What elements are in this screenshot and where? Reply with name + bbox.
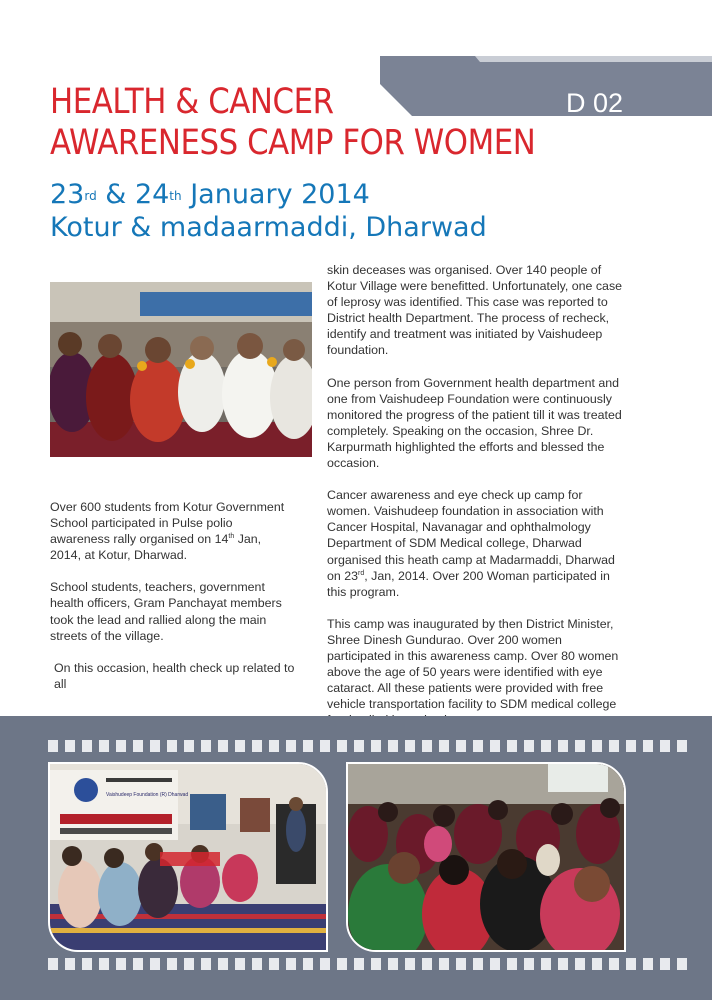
film-sprockets-top [48,740,688,752]
page-title [50,82,535,164]
paragraph: skin deceases was organised. Over 140 people of Kotur Village were benefitted. Unfortunately, one case of leprosy was identified. This case was reported to District health Department. The process of recheck, identify and treatment was initiated by Vaishudeep foundation. [327,263,623,358]
banner-text: Vaishudeep Foundation (R) Dharwad [106,792,189,798]
left-column [50,499,295,708]
film-sprockets-bottom [48,958,688,970]
paragraph: School students, teachers, government health officers, Gram Panchayat members took the lead and rallied along the main streets of the village. [50,580,282,643]
paragraph: On this occasion, health check up related to all [54,660,295,691]
photo-audience [346,762,626,952]
paragraph: Over 600 students from Kotur Government School participated in Pulse polio awareness rally organised on 14th Jan, 2014, at Kotur, Dharwad. [50,500,285,563]
right-column [327,262,627,744]
event-location: Kotur & madaarmaddi, Dharwad [50,212,487,243]
subtitle [50,178,487,244]
paragraph: One person from Government health department and one from Vaishudeep Foundation were continuously monitored the progress of the patient till it was treated completely. Speaking on the occasion, Shree Dr. Karpurmath highlighted the efforts and blessed the occasion. [327,375,622,471]
paragraph: Cancer awareness and eye check up camp for women. Vaishudeep foundation in association with Cancer Hospital, Navanagar and ophthalmology Department of SDM Medical college, Dharwad organised this heath camp at Madarmaddi, Dharwad on 23rd, Jan, 2014. Over 200 Woman participated in this program. [327,488,615,599]
paragraph: This camp was inaugurated by then District Minister, Shree Dinesh Gundurao. Over 200 women participated in this awareness camp. Over 80 women above the age of 50 years were identified with eye cataract. All these patients were provided with free vehicle transportation facility to SDM medical college [327,616,619,712]
title-line-2: AWARENESS CAMP FOR WOMEN [50,123,536,163]
event-dates: 23rd & 24th January 2014 [50,179,370,210]
photo-dignitaries [50,282,312,457]
photo-camp-venue [48,762,328,952]
title-line-1: HEALTH & CANCER [50,82,334,122]
page-number: D 02 [566,88,624,118]
